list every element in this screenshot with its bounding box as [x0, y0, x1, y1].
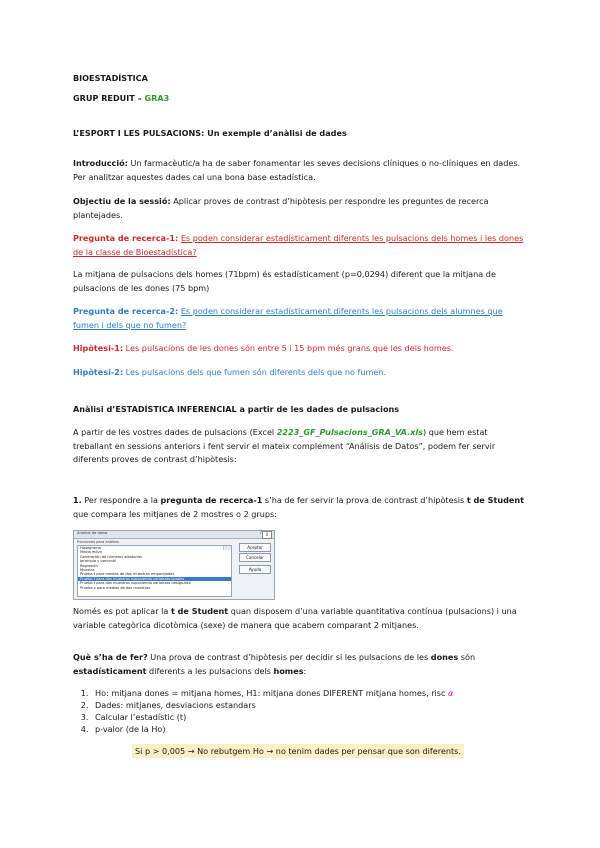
section-title: Anàlisi d’ESTADÍSTICA INFERENCIAL a partir de les dades de pulsacions — [73, 404, 400, 414]
what-mid2: diferents a les pulsacions dels — [146, 665, 274, 676]
dialog-titlebar — [74, 531, 274, 539]
analysis-tool-item[interactable]: Prueba t para medias de dos muestras emparejadas — [80, 572, 175, 577]
question1-text: Es poden considerar estadísticament diferents les pulsacions dels homes i les dones de la classe de Bioestadística? — [73, 233, 524, 257]
help-icon[interactable]: ? — [259, 530, 262, 535]
step-item: 2. Dades: mitjanes, desviacions estandars — [91, 699, 521, 711]
document-title: L’ESPORT I LES PULSACIONS: Un exemple d’anàlisi de dades — [73, 128, 347, 138]
what-label: Què s’ha de fer? — [73, 652, 148, 662]
hyp2-label: Hipòtesi-2: — [73, 367, 124, 377]
step1-number: 1. — [73, 495, 82, 505]
what-to-do-paragraph — [73, 651, 528, 678]
note-pre: Només es pot aplicar la — [73, 606, 171, 616]
objective-label: Objectiu de la sessió: — [73, 196, 171, 206]
what-mid: són — [458, 652, 476, 662]
dialog-list-label: Funciones para análisis — [77, 540, 119, 544]
section-intro-post: ) que hem estat treballant en sessions anteriors i fent servir el mateix complement “Análisis de Datos”, podem fer servir diferents proves de contrast d’hipòtesis: — [73, 427, 496, 464]
hypothesis-2 — [73, 366, 528, 380]
dialog-title: Análisis de datos — [77, 531, 108, 535]
hyp2-text: Les pulsacions dels que fumen són diferents dels que no fumen. — [123, 367, 387, 377]
analysis-tool-item[interactable]: Jerarquía y percentil — [80, 559, 117, 564]
objective-text: Aplicar proves de contrast d’hipòtesis per respondre les preguntes de recerca plantejades. — [73, 196, 489, 220]
section-intro-pre: A partir de les vostres dades de pulsacions (Excel — [73, 427, 277, 437]
analysis-tool-item[interactable]: Media móvil — [80, 550, 102, 555]
dialog-help-button[interactable]: Ayuda — [239, 565, 271, 574]
note-test: t de Student — [170, 606, 229, 616]
hyp1-label: Hipòtesi-1: — [73, 343, 124, 353]
course-title-text: BIOESTADÍSTICA — [73, 73, 148, 83]
excel-filename: 2223_GF_Pulsacions_GRA_VA.xls — [276, 427, 423, 437]
analysis-tool-item[interactable]: Prueba z para medias de dos muestras — [80, 585, 151, 590]
question2-label: Pregunta de recerca-2: — [73, 306, 179, 316]
section-intro — [73, 426, 528, 467]
analysis-tools-list[interactable] — [77, 545, 232, 597]
what-men: homes — [273, 665, 304, 676]
intro-paragraph — [73, 157, 528, 184]
intro-text: Un farmacèutic/a ha de saber fonamentar les seves decisions clíniques o no-clíniques en dades. Per analitzar aquestes dades cal una bona base estadística. — [73, 158, 521, 182]
analysis-tool-item[interactable]: Generación de números aleatorios — [80, 554, 143, 559]
hyp1-text: Les pulsacions de les dones són entre 5 i 15 bpm més grans que les dels homes. — [123, 343, 454, 353]
hypothesis-1 — [73, 342, 528, 356]
intro-label: Introducció: — [73, 158, 128, 168]
what-pre: Una prova de contrast d’hipòtesis per decidir si les pulsacions de les — [147, 652, 431, 662]
analysis-tool-item[interactable]: Prueba t para dos muestras suponiendo varianzas iguales — [78, 577, 231, 581]
cancel-button[interactable]: Cancelar — [239, 553, 271, 562]
step1-post: que compara les mitjanes de 2 mostres o 2 grups: — [73, 508, 277, 519]
step-item-text: Ho: mitjana dones = mitjana homes, H1: mitjana dones DIFERENT mitjana homes, risc — [95, 688, 449, 698]
ok-button[interactable]: Aceptar — [239, 543, 271, 552]
step1-test: t de Student — [466, 495, 524, 505]
research-question-2 — [73, 305, 528, 332]
step-1-paragraph — [73, 494, 528, 521]
procedure-steps — [73, 687, 521, 735]
alpha-symbol: α — [448, 688, 454, 698]
step-item: 3. Calcular l’estadístic (t) — [91, 711, 521, 723]
conclusion-highlight: Si p > 0,005 → No rebutgem Ho → no tenim dades per pensar que son diferents. — [132, 744, 464, 758]
step1-question: pregunta de recerca-1 — [160, 495, 263, 505]
research-question-1 — [73, 232, 528, 259]
analysis-tool-item[interactable]: Prueba t para dos muestras suponiendo varianzas desiguales — [80, 581, 191, 586]
step-item: 4. p-valor (de la Ho) — [91, 723, 521, 735]
course-title — [73, 72, 528, 86]
t-student-note — [73, 605, 528, 632]
question1-label: Pregunta de recerca-1: — [73, 233, 179, 243]
group-line — [73, 92, 528, 106]
data-analysis-dialog — [73, 530, 275, 600]
step1-pre: Per respondre a la — [81, 495, 161, 505]
step-item — [91, 687, 521, 699]
result-1-paragraph: La mitjana de pulsacions dels homes (71bpm) és estadísticament (p=0,0294) diferent que la mitjana de pulsacions de les dones (75 bpm) — [73, 269, 496, 293]
group-prefix: GRUP REDUIT – — [73, 93, 145, 103]
analysis-tool-item[interactable]: Muestra — [80, 567, 95, 572]
question2-text: Es poden considerar estadísticament diferents les pulsacions dels alumnes que fumen i dels que no fumen? — [73, 306, 503, 330]
analysis-tool-item[interactable]: Regresión — [80, 563, 98, 568]
what-women: dones — [430, 652, 459, 662]
what-post: : — [303, 665, 307, 676]
close-icon[interactable]: X — [262, 531, 272, 539]
group-code: GRA3 — [144, 93, 170, 103]
what-diff: estadísticament — [73, 665, 147, 676]
analysis-tool-item[interactable]: Histograma — [80, 546, 101, 550]
note-post: quan disposem d’una variable quantitativa contínua (pulsacions) i una variable categòrica dicotòmica (sexe) de manera que acabem comparant 2 mitjanes. — [73, 606, 517, 630]
step1-mid: s’ha de fer servir la prova de contrast d’hipòtesis — [262, 495, 467, 505]
objective-paragraph — [73, 195, 528, 222]
list-scrollbar[interactable] — [223, 546, 231, 550]
